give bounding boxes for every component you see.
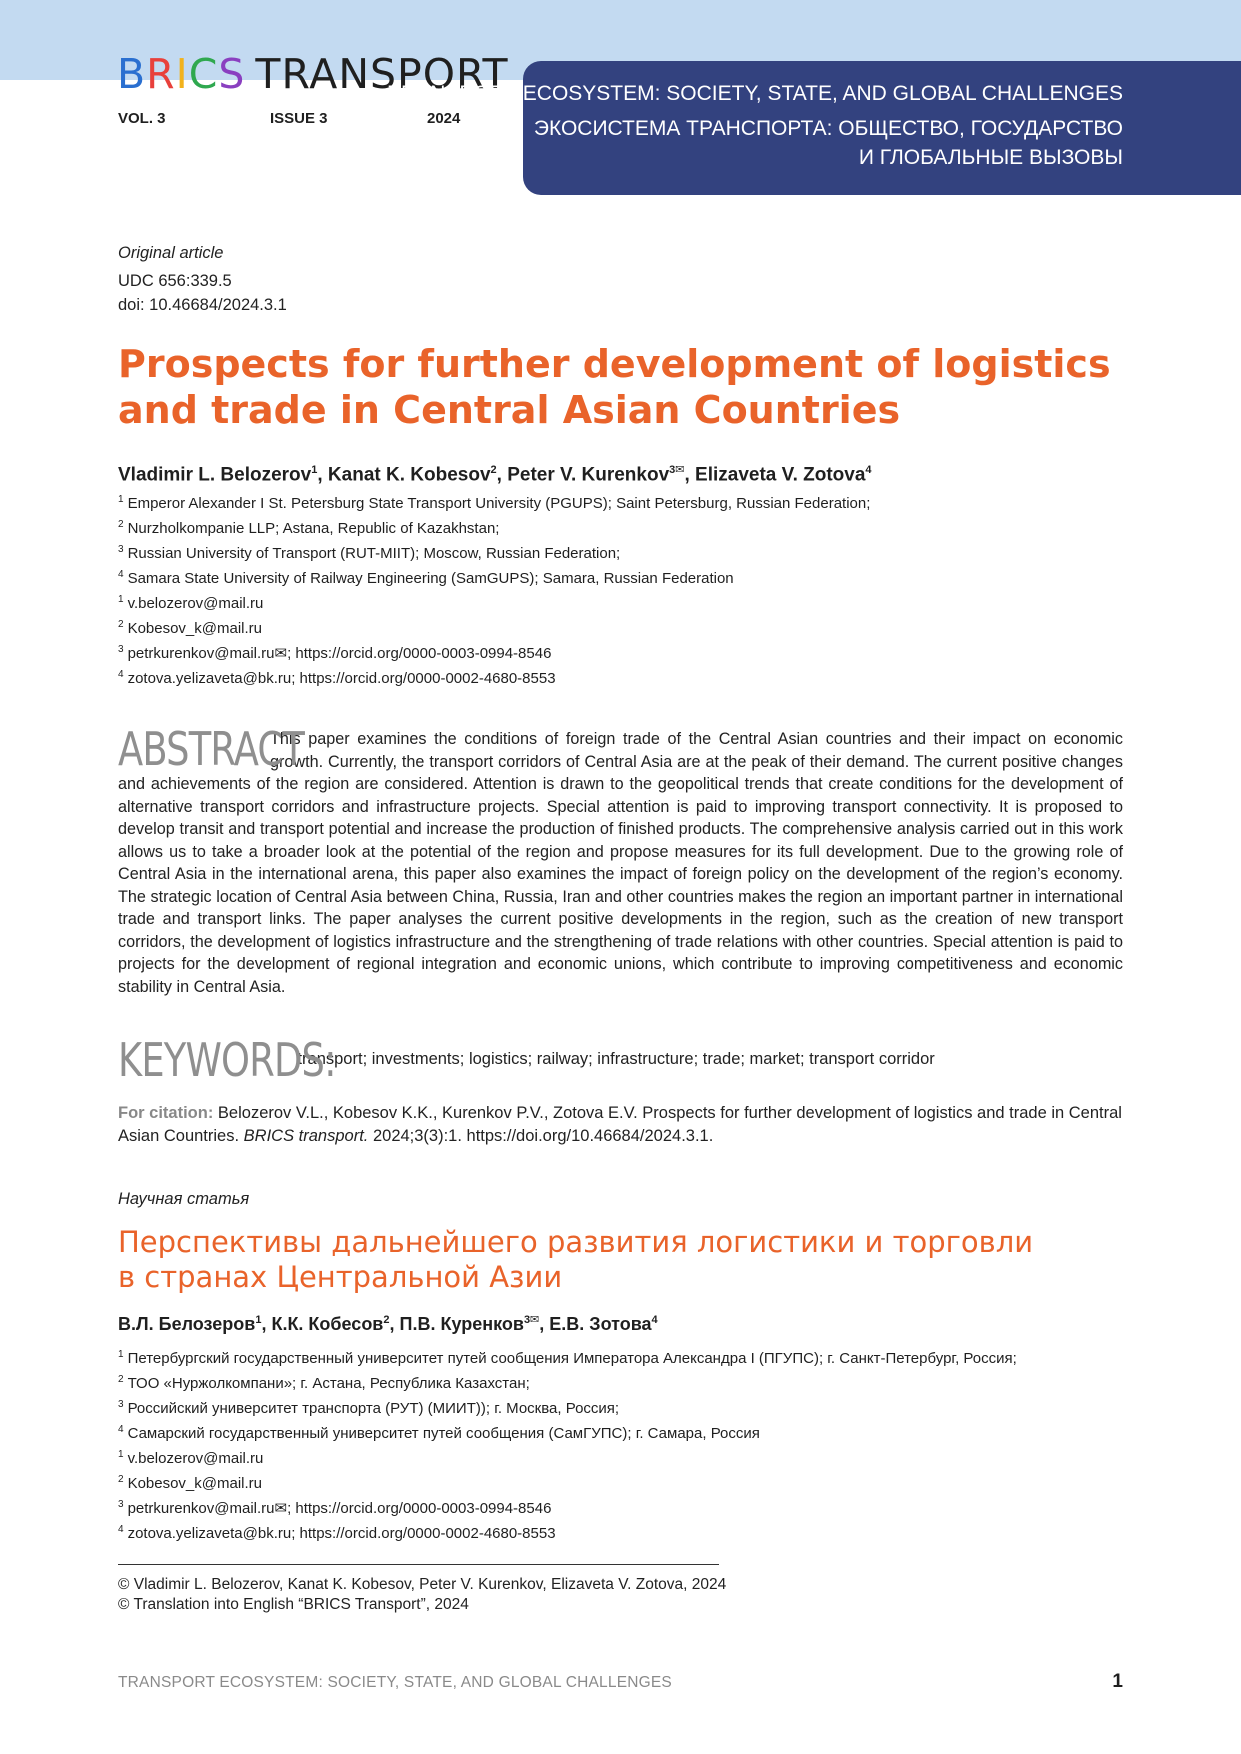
affiliation-text: Самарский государственный университет путей сообщения (СамГУПС); г. Самара, Россия (127, 1425, 760, 1442)
affiliation-superscript: 1 (118, 594, 124, 605)
volume-label: VOL. 3 (118, 110, 166, 127)
author-superscript: 1 (311, 464, 318, 476)
affiliation-line (118, 569, 734, 587)
article-title-line: and trade in Central Asian Countries (118, 388, 901, 432)
affiliation-superscript: 1 (118, 1349, 124, 1360)
footer-section: TRANSPORT ECOSYSTEM: SOCIETY, STATE, AND GLOBAL CHALLENGES (118, 1674, 672, 1691)
keywords-label: KEYWORDS: (118, 1033, 336, 1087)
author-superscript: 4 (651, 1314, 658, 1326)
author-separator: , (317, 464, 328, 486)
affiliation-line (118, 494, 870, 512)
citation-block (118, 1102, 1123, 1148)
page-number: 1 (1112, 1671, 1123, 1692)
author-separator: , (389, 1314, 400, 1334)
ru-article-title (118, 1225, 1033, 1295)
author-superscript: 1 (255, 1314, 262, 1326)
affiliation-text: zotova.yelizaveta@bk.ru; https://orcid.org/0000-0002-4680-8553 (127, 670, 556, 687)
affiliation-line (118, 1524, 556, 1542)
author-separator: , (684, 464, 696, 486)
logo-letter: R (146, 50, 176, 98)
affiliation-line (118, 1474, 262, 1492)
affiliation-superscript: 2 (118, 1374, 124, 1385)
affiliation-line (118, 519, 499, 537)
ru-author-list (118, 1313, 658, 1335)
affiliation-superscript: 3 (118, 544, 124, 555)
affiliation-line (118, 1374, 530, 1392)
affiliation-line (118, 669, 556, 687)
affiliation-text: v.belozerov@mail.ru (127, 1450, 264, 1467)
author-separator: , (539, 1314, 550, 1334)
affiliation-text: Samara State University of Railway Engineering (SamGUPS); Samara, Russian Federation (127, 570, 734, 587)
abstract-section (118, 722, 1123, 998)
doi-label: doi: 10.46684/2024.3.1 (118, 296, 287, 314)
author-name: Peter V. Kurenkov (507, 464, 670, 486)
affiliation-text: petrkurenkov@mail.ru✉; https://orcid.org/0000-0003-0994-8546 (127, 1500, 552, 1517)
affiliation-text: zotova.yelizaveta@bk.ru; https://orcid.org/0000-0002-4680-8553 (127, 1525, 556, 1542)
author-name: Elizaveta V. Zotova (695, 464, 866, 486)
author-superscript: 4 (865, 464, 872, 476)
affiliation-superscript: 1 (118, 1449, 124, 1460)
ru-article-type: Научная статья (118, 1190, 250, 1208)
affiliation-text: Nurzholkompanie LLP; Astana, Republic of Kazakhstan; (127, 520, 500, 537)
citation-journal: BRICS transport. (243, 1127, 369, 1145)
citation-tail: 2024;3(3):1. https://doi.org/10.46684/2024.3.1. (372, 1127, 714, 1145)
affiliation-line (118, 544, 620, 562)
affiliation-superscript: 2 (118, 1474, 124, 1485)
issue-label: ISSUE 3 (270, 110, 328, 127)
citation-text: Belozerov V.L., Kobesov K.K., Kurenkov P.V., Zotova E.V. Prospects for further development of logistics and trade in Central Asian Countries. (118, 1104, 1122, 1145)
affiliation-line (118, 644, 551, 662)
copyright-authors: © Vladimir L. Belozerov, Kanat K. Kobesov, Peter V. Kurenkov, Elizaveta V. Zotova, 2024 (118, 1576, 727, 1593)
logo-letter: C (188, 50, 219, 98)
author-separator: , (261, 1314, 272, 1334)
author-separator: , (496, 464, 508, 486)
affiliation-text: Российский университет транспорта (РУТ) (МИИТ)); г. Москва, Россия; (127, 1400, 620, 1417)
footnote-divider (118, 1564, 719, 1565)
ru-article-title-line: в странах Центральной Азии (118, 1260, 563, 1294)
author-name: П.В. Куренков (399, 1314, 524, 1334)
affiliation-text: Kobesov_k@mail.ru (127, 1475, 263, 1492)
affiliation-superscript: 4 (118, 569, 124, 580)
affiliation-superscript: 1 (118, 494, 124, 505)
affiliation-line (118, 1499, 551, 1517)
affiliation-text: Russian University of Transport (RUT-MIIT); Moscow, Russian Federation; (127, 545, 621, 562)
article-title (118, 341, 1111, 433)
section-title-ru-2: И ГЛОБАЛЬНЫЕ ВЫЗОВЫ (858, 146, 1123, 169)
year-label: 2024 (427, 110, 461, 127)
article-title-line: Prospects for further development of logistics (118, 342, 1111, 386)
affiliation-text: Kobesov_k@mail.ru (127, 620, 263, 637)
abstract-label: ABSTRACT (118, 722, 304, 776)
section-title-en: TRANSPORT ECOSYSTEM: SOCIETY, STATE, AND GLOBAL CHALLENGES (388, 82, 1123, 105)
citation-label: For citation: (118, 1104, 214, 1122)
abstract-text: This paper examines the conditions of foreign trade of the Central Asian countries and their impact on economic growth. Currently, the transport corridors of Central Asia are at the peak of their demand. The current positive changes and achievements of the region are considered. Attention is drawn to the geopolitical trends that create conditions for the development of alternative transport corridors and infrastructure projects. Special attention is paid to improving transport connectivity. It is proposed to develop transit and transport potential and increase the production of finished products. The comprehensive analysis carried out in this work allows us to take a broader look at the potential of the region and propose measures for its full development. Due to the growing role of Central Asia in the international arena, this paper also examines the impact of foreign policy on the development of the region’s economy. The strategic location of Central Asia between China, Russia, Iran and other countries makes the region an important partner in international trade and transport links. The paper analyses the current positive developments in the region, such as the creation of new transport corridors, the development of logistics infrastructure and the strengthening of trade relations with other countries. Special attention is paid to projects for the development of regional integration and economic unions, which contribute to improving competitiveness and economic stability in Central Asia. (118, 730, 1123, 996)
affiliation-text: ТОО «Нуржолкомпани»; г. Астана, Республика Казахстан; (127, 1375, 530, 1392)
affiliation-superscript: 2 (118, 619, 124, 630)
affiliation-text: v.belozerov@mail.ru (127, 595, 264, 612)
keywords-text: transport; investments; logistics; railway; infrastructure; trade; market; transport corridor (297, 1050, 935, 1068)
logo-letter: I (175, 50, 189, 98)
logo-word: TRANSPORT (255, 50, 509, 98)
logo-letter: B (117, 50, 147, 98)
author-superscript: 3✉ (523, 1314, 540, 1326)
affiliation-superscript: 3 (118, 644, 124, 655)
section-title-ru-1: ЭКОСИСТЕМА ТРАНСПОРТА: ОБЩЕСТВО, ГОСУДАРСТВО (533, 117, 1123, 140)
affiliation-superscript: 4 (118, 669, 124, 680)
affiliation-superscript: 3 (118, 1399, 124, 1410)
copyright-translation: © Translation into English “BRICS Transport”, 2024 (118, 1596, 469, 1613)
affiliation-text: Петербургский государственный университет путей сообщения Императора Александра I (ПГУПС); г. Санкт-Петербург, Россия; (127, 1350, 1017, 1367)
author-superscript: 3✉ (669, 464, 685, 476)
affiliation-text: petrkurenkov@mail.ru✉; https://orcid.org/0000-0003-0994-8546 (127, 645, 552, 662)
affiliation-line (118, 1399, 619, 1417)
affiliation-text: Emperor Alexander I St. Petersburg State Transport University (PGUPS); Saint Petersburg, Russian Federation; (127, 495, 871, 512)
logo-letter: S (218, 50, 246, 98)
keywords-section (118, 1033, 935, 1087)
author-name: К.К. Кобесов (271, 1314, 384, 1334)
author-name: Kanat K. Kobesov (327, 464, 491, 486)
udc-label: UDC 656:339.5 (118, 272, 232, 290)
author-superscript: 2 (383, 1314, 390, 1326)
article-type: Original article (118, 244, 224, 262)
affiliation-superscript: 3 (118, 1499, 124, 1510)
author-name: Е.В. Зотова (549, 1314, 652, 1334)
author-superscript: 2 (490, 464, 497, 476)
affiliation-line (118, 619, 262, 637)
author-name: В.Л. Белозеров (118, 1314, 256, 1334)
affiliation-line (118, 1349, 1017, 1367)
affiliation-superscript: 4 (118, 1524, 124, 1535)
author-list (118, 463, 872, 486)
affiliation-superscript: 4 (118, 1424, 124, 1435)
ru-article-title-line: Перспективы дальнейшего развития логистики и торговли (118, 1225, 1034, 1259)
affiliation-line (118, 1449, 263, 1467)
author-name: Vladimir L. Belozerov (118, 464, 312, 486)
affiliation-superscript: 2 (118, 519, 124, 530)
affiliation-line (118, 1424, 760, 1442)
affiliation-line (118, 594, 263, 612)
